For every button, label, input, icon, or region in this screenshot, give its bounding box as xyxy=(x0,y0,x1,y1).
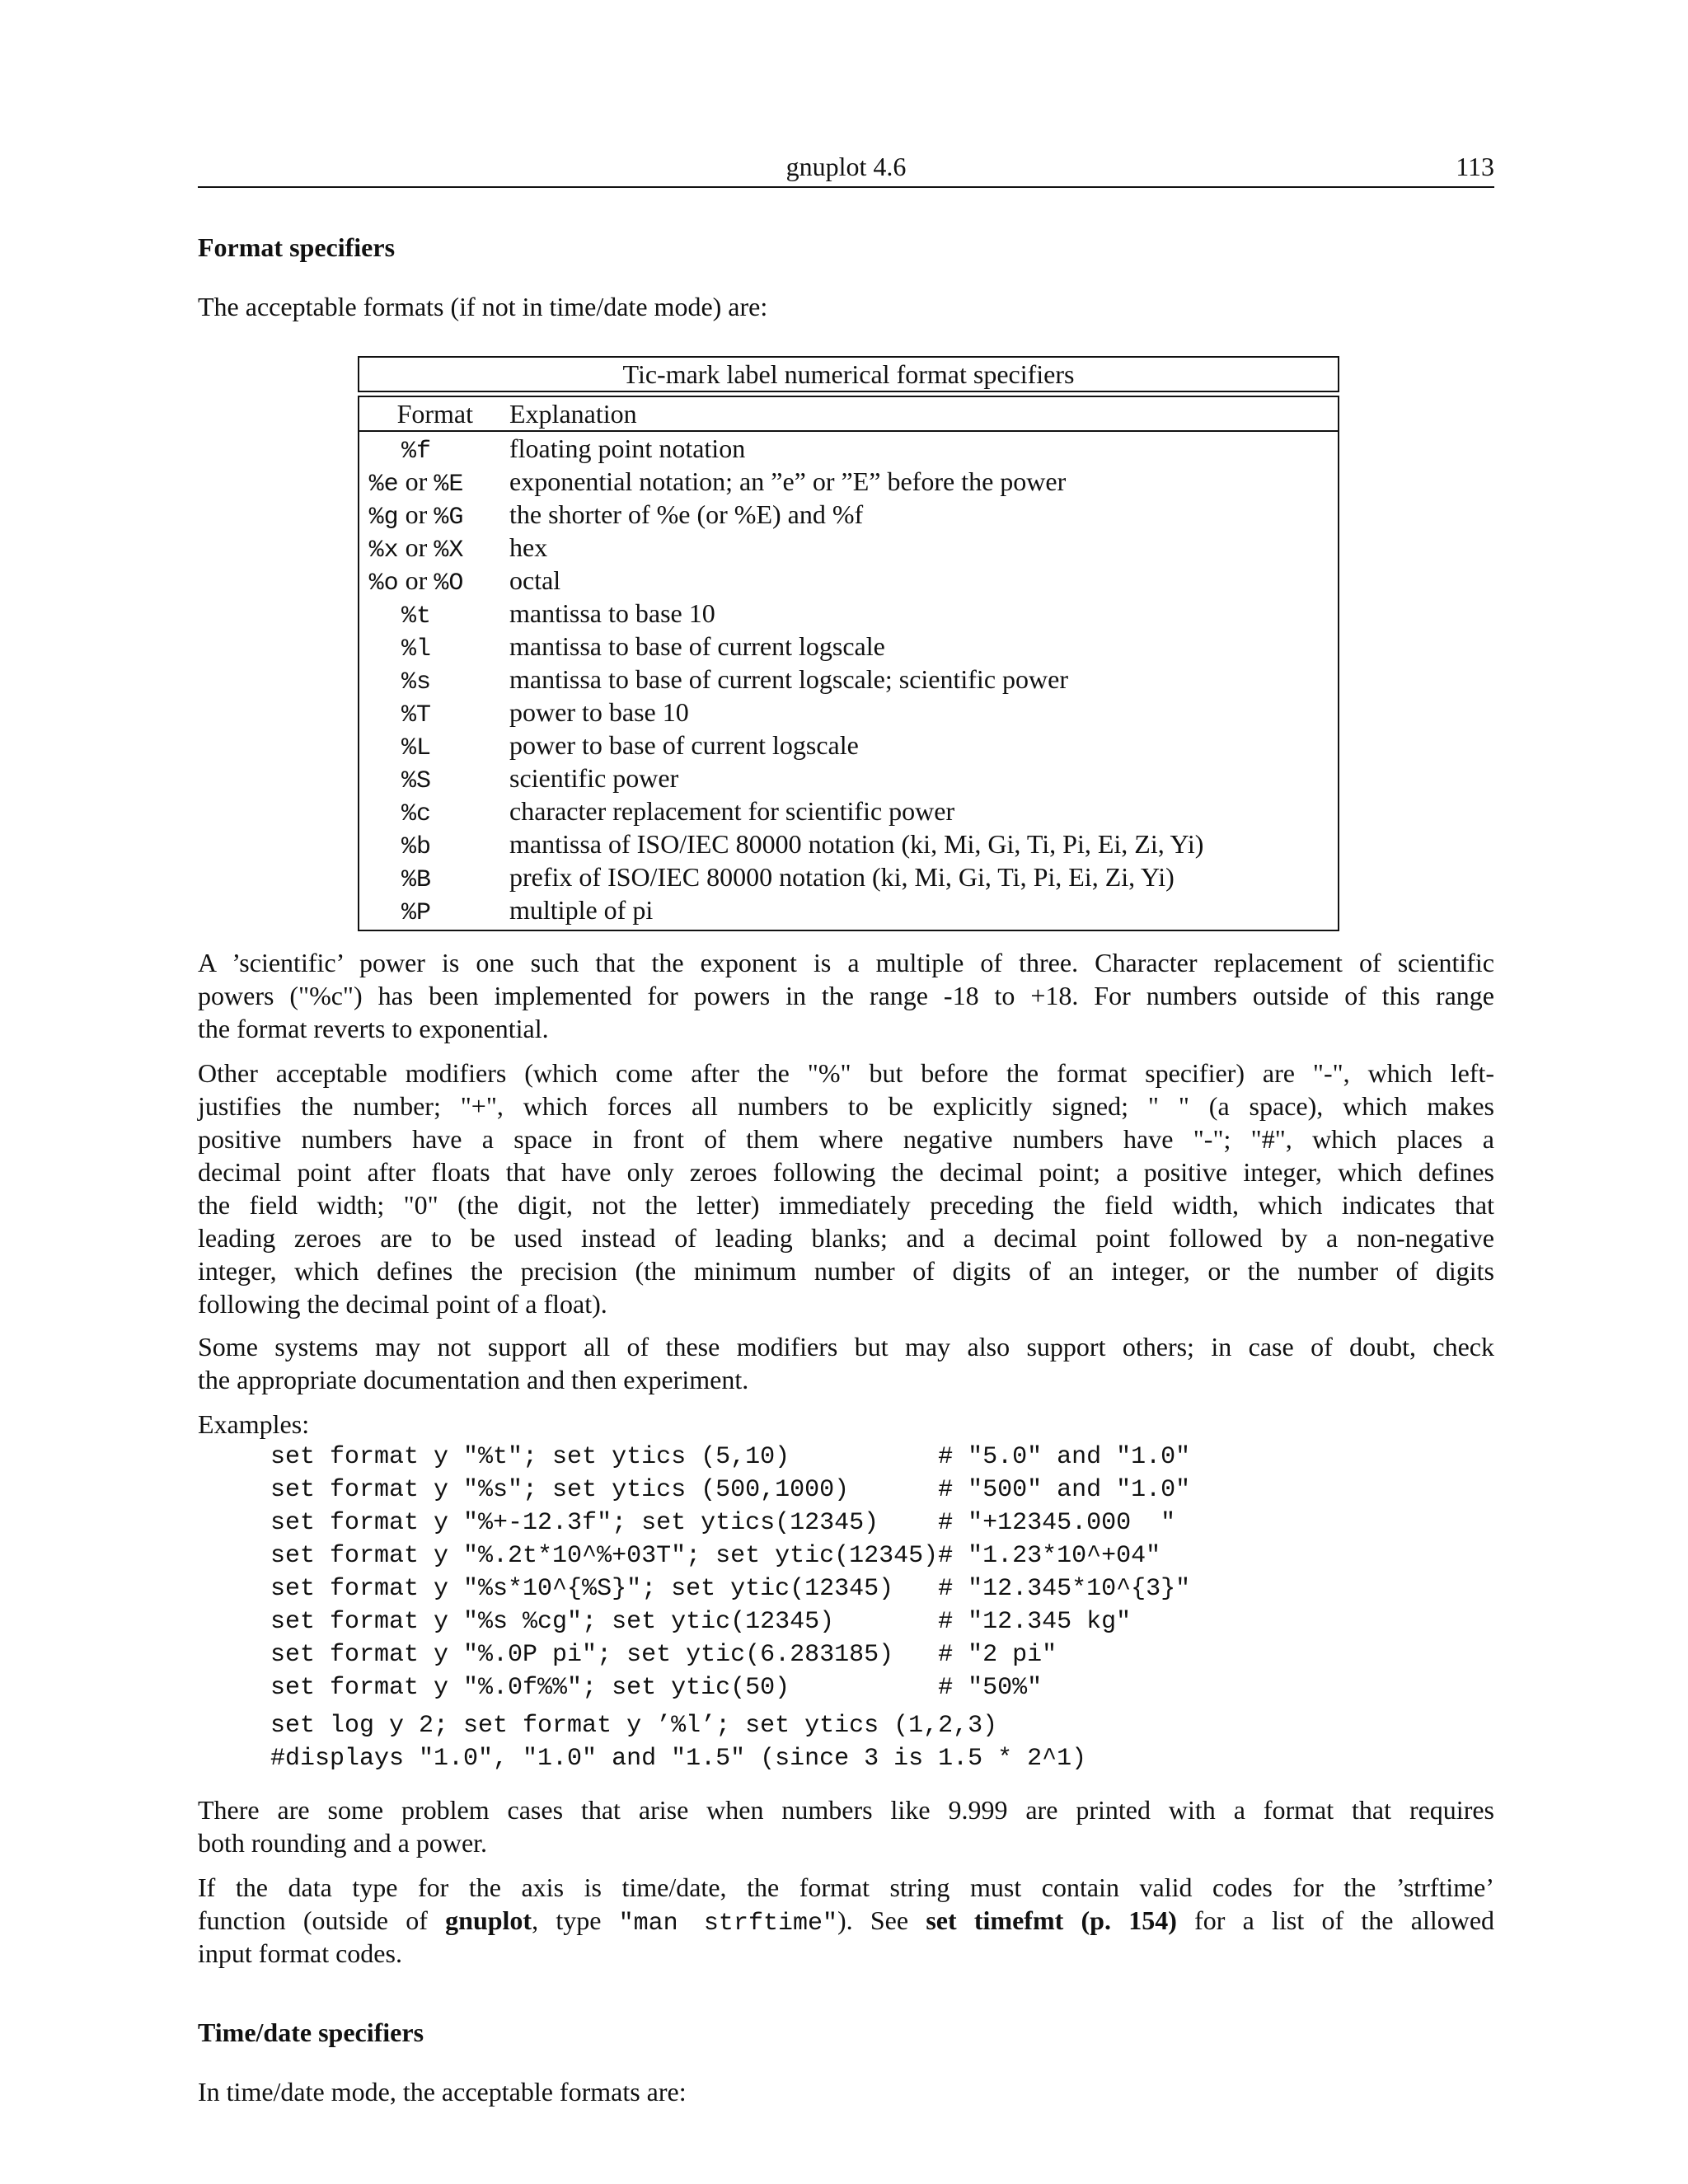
table-row xyxy=(359,729,1338,762)
format-cell: %P xyxy=(401,899,431,927)
table-row xyxy=(359,597,1338,630)
table-row xyxy=(359,498,1338,531)
explanation-cell: character replacement for scientific power xyxy=(509,796,955,826)
timedate-intro-line: In time/date mode, the acceptable formats are: xyxy=(198,2077,687,2107)
text-run: for a list of the allowed xyxy=(1176,1905,1495,1935)
format-cell: %x or %X xyxy=(368,532,464,565)
explanation-cell: power to base 10 xyxy=(509,697,689,727)
running-title: gnuplot 4.6 xyxy=(785,152,907,181)
format-table xyxy=(358,396,1339,931)
format-cell: %e or %E xyxy=(368,466,464,499)
table-row xyxy=(359,630,1338,663)
paragraph-line: integer, which defines the precision (the minimum number of digits of an integer, or the number of digits xyxy=(198,1256,1494,1286)
format-cell: %l xyxy=(401,635,431,663)
table-row xyxy=(359,794,1338,827)
table-caption: Tic-mark label numerical format specifiers xyxy=(358,356,1339,392)
paragraph-line: the field width; "0" (the digit, not the letter) immediately preceding the field width, which indicates that xyxy=(198,1190,1494,1220)
table-row xyxy=(359,531,1338,564)
explanation-cell: power to base of current logscale xyxy=(509,730,859,760)
column-header-explanation: Explanation xyxy=(509,399,637,429)
table-row xyxy=(359,893,1338,926)
examples-label-block xyxy=(198,1408,1494,1441)
table-body xyxy=(359,432,1338,926)
paragraph-line: both rounding and a power. xyxy=(198,1828,488,1858)
explanation-cell: prefix of ISO/IEC 80000 notation (ki, Mi, Gi, Ti, Pi, Ei, Zi, Yi) xyxy=(509,862,1175,892)
explanation-cell: mantissa to base 10 xyxy=(509,598,715,628)
table-row xyxy=(359,762,1338,794)
scientific-power-paragraph xyxy=(198,946,1494,1045)
table-row xyxy=(359,827,1338,860)
paragraph-line: A ’scientific’ power is one such that the exponent is a multiple of three. Character replacement of scientific xyxy=(198,948,1494,977)
timedate-format-paragraph xyxy=(198,1871,1494,1970)
explanation-cell: mantissa to base of current logscale; scientific power xyxy=(509,664,1068,694)
paragraph-line: leading zeroes are to be used instead of leading blanks; and a decimal point followed by a non-negative xyxy=(198,1223,1494,1253)
table-row xyxy=(359,663,1338,696)
table-row xyxy=(359,860,1338,893)
systems-paragraph xyxy=(198,1330,1494,1396)
paragraph-line: input format codes. xyxy=(198,1938,402,1968)
format-cell: %f xyxy=(401,438,431,466)
table-row xyxy=(359,465,1338,498)
paragraph-line: the appropriate documentation and then experiment. xyxy=(198,1365,749,1394)
paragraph-line: positive numbers have a space in front of them where negative numbers have "-"; "#", which places a xyxy=(198,1124,1494,1154)
timedate-intro-paragraph xyxy=(198,2075,1494,2108)
paragraph-line-mixed xyxy=(198,1904,1494,1937)
intro-paragraph xyxy=(198,290,1494,323)
format-cell: %o or %O xyxy=(368,565,464,598)
page-header xyxy=(198,148,1494,188)
text-run: , type xyxy=(532,1905,619,1935)
format-cell: %g or %G xyxy=(368,499,464,532)
explanation-cell: floating point notation xyxy=(509,434,746,463)
table-row xyxy=(359,432,1338,465)
page-number: 113 xyxy=(1456,152,1494,181)
timefmt-cross-reference[interactable]: set timefmt (p. 154) xyxy=(926,1905,1177,1935)
paragraph-line: Other acceptable modifiers (which come after the "%" but before the format specifier) are "-", which left- xyxy=(198,1058,1494,1088)
paragraph-line: powers ("%c") has been implemented for powers in the range -18 to +18. For numbers outside of this range xyxy=(198,981,1494,1010)
format-cell: %t xyxy=(401,602,431,630)
paragraph-line: following the decimal point of a float). xyxy=(198,1289,607,1319)
explanation-cell: octal xyxy=(509,565,561,595)
table-row xyxy=(359,696,1338,729)
explanation-cell: mantissa of ISO/IEC 80000 notation (ki, Mi, Gi, Ti, Pi, Ei, Zi, Yi) xyxy=(509,829,1204,859)
explanation-cell: the shorter of %e (or %E) and %f xyxy=(509,499,864,529)
section-title-time-date-specifiers: Time/date specifiers xyxy=(198,2018,424,2047)
man-strftime-code: "man strftime" xyxy=(618,1910,837,1938)
format-cell: %c xyxy=(401,800,431,828)
paragraph-line: There are some problem cases that arise when numbers like 9.999 are printed with a format that requires xyxy=(198,1795,1494,1825)
table-header-row xyxy=(359,397,1338,432)
column-header-format: Format xyxy=(396,399,473,429)
problem-cases-paragraph xyxy=(198,1793,1494,1859)
examples-label: Examples: xyxy=(198,1409,310,1439)
format-cell: %T xyxy=(401,701,431,729)
paragraph-line: justifies the number; "+", which forces all numbers to be explicitly signed; " " (a space), which makes xyxy=(198,1091,1494,1121)
modifiers-paragraph xyxy=(198,1057,1494,1320)
format-cell: %b xyxy=(401,833,431,861)
text-run: function (outside of xyxy=(198,1905,446,1935)
paragraph-line: the format reverts to exponential. xyxy=(198,1014,549,1043)
paragraph-line: decimal point after floats that have only zeroes following the decimal point; a positive integer, which defines xyxy=(198,1157,1494,1187)
paragraph-line: If the data type for the axis is time/date, the format string must contain valid codes for the ’strftime’ xyxy=(198,1872,1494,1902)
explanation-cell: mantissa to base of current logscale xyxy=(509,631,885,661)
section-title-format-specifiers: Format specifiers xyxy=(198,232,396,262)
paragraph-line: Some systems may not support all of these modifiers but may also support others; in case of doubt, check xyxy=(198,1332,1494,1361)
explanation-cell: hex xyxy=(509,532,548,562)
explanation-cell: exponential notation; an ”e” or ”E” before the power xyxy=(509,466,1067,496)
gnuplot-bold: gnuplot xyxy=(445,1905,532,1935)
intro-line: The acceptable formats (if not in time/date mode) are: xyxy=(198,292,768,321)
format-cell: %S xyxy=(401,767,431,795)
format-cell: %B xyxy=(401,866,431,894)
code-example-format: set format y "%t"; set ytics (5,10) # "5.0" and "1.0" set format y "%s"; set ytics (500,1000) # "500" and "1.0" set format y "%+-12.3f"; set ytics(12345) # "+12345.000 " set format y "%.2t*10^%+03T"; set ytic(12345)# "1.23*10^+04" set format y "%s*10^{%S}"; set ytic(12345) # "12.345*10^{3}" set format y "%s %cg"; set ytic(12345) # "12.345 kg" set format y "%.0P pi"; set ytic(6.283185) # "2 pi" set format y "%.0f%%"; set ytic(50) # "50%" xyxy=(270,1443,1191,1702)
table-row xyxy=(359,564,1338,597)
text-run: ). See xyxy=(837,1905,926,1935)
explanation-cell: scientific power xyxy=(509,763,679,793)
code-example-log: set log y 2; set format y ’%l’; set ytics (1,2,3) #displays "1.0", "1.0" and "1.5" (since 3 is 1.5 * 2^1) xyxy=(270,1712,1087,1773)
explanation-cell: multiple of pi xyxy=(509,895,654,925)
format-cell: %s xyxy=(401,668,431,696)
format-cell: %L xyxy=(401,734,431,762)
